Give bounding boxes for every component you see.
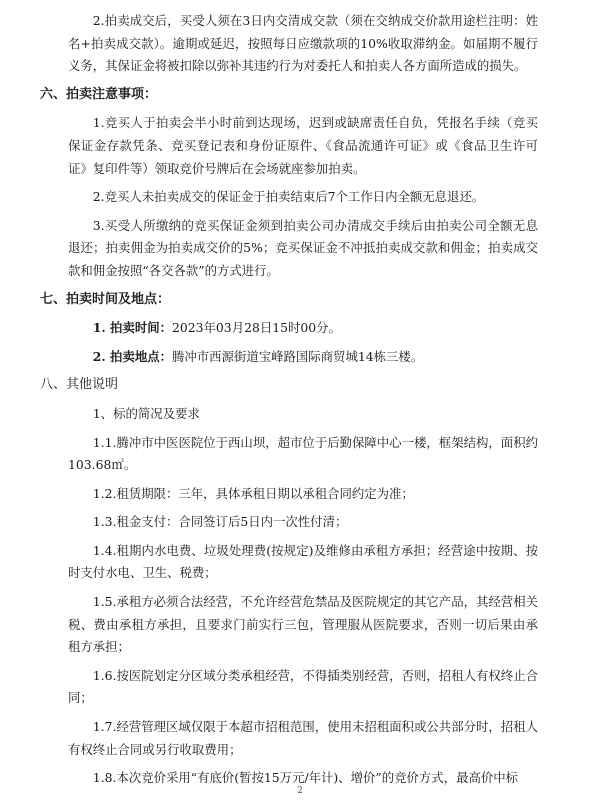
- paragraph-payment-2: 2.拍卖成交后，买受人须在3日内交清成交款（须在交纳成交价款用途栏注明：姓名+拍卖成交款）。逾期或延迟，按照每日应缴款项的10%收取滞纳金。如届期不履行义务，其保证金将被扣除以弥补其违约行为对委托人和拍卖人各方面所造成的损失。: [68, 13, 538, 74]
- heading-section-eight: 八、其他说明: [40, 377, 119, 393]
- page-number: 2: [297, 786, 303, 796]
- paragraph-auction-time: [0, 317, 600, 340]
- paragraph-eight-1-1: 1.1.腾冲市中医医院位于西山坝，超市位于后勤保障中心一楼，框架结构，面积约103.68㎡。: [68, 434, 538, 473]
- auction-place-label: 2. 拍卖地点：: [92, 348, 172, 364]
- paragraph-six-3: 3.买受人所缴纳的竞买保证金须到拍卖公司办清成交手续后由拍卖公司全额无息退还；拍卖佣金为拍卖成交价的5%；竞买保证金不冲抵拍卖成交款和佣金；拍卖成交款和佣金按照“各交各款”的方式进行。: [68, 217, 538, 278]
- auction-time-label: 1. 拍卖时间：: [92, 320, 172, 336]
- paragraph-eight-1-2: 1.2.租赁期限：三年，具体承租日期以承租合同约定为准；: [92, 485, 414, 501]
- paragraph-eight-1-8: 1.8.本次竞价采用“有底价(暂按15万元/年计)、增价”的竞价方式，最高价中标: [92, 770, 519, 786]
- paragraph-eight-1-5: 1.5.承租方必须合法经营，不允许经营危禁品及医院规定的其它产品，其经营相关税、费由承租方承担，且要求门前实行三包，管理服从医院要求，否则一切后果由承租方承担；: [68, 594, 538, 655]
- paragraph-auction-place: [0, 346, 600, 369]
- paragraph-eight-1-3: 1.3.租金支付：合同签订后5日内一次性付清；: [92, 514, 348, 530]
- paragraph-eight-1-4: 1.4.租期内水电费、垃圾处理费(按规定)及维修由承租方承担；经营途中按期、按时支付水电、卫生、税费；: [68, 542, 538, 581]
- heading-section-seven: 七、拍卖时间及地点：: [40, 291, 171, 307]
- heading-section-six: 六、拍卖注意事项：: [40, 86, 158, 102]
- paragraph-six-2: 2.竞买人未拍卖成交的保证金于拍卖结束后7个工作日内全额无息退还。: [92, 189, 485, 205]
- auction-place-value: 腾冲市西源街道宝峰路国际商贸城14栋三楼。: [172, 348, 424, 364]
- paragraph-eight-1-6: 1.6.按医院划定分区域分类承租经营，不得插类别经营，否则，招租人有权终止合同；: [68, 667, 538, 706]
- paragraph-six-1: 1.竞买人于拍卖会半小时前到达现场，迟到或缺席责任自负，凭报名手续（竞买保证金存款凭条、竞买登记表和身份证原件、《食品流通许可证》或《食品卫生许可证》复印件等）领取竞价号牌后在会场就座参加拍卖。: [68, 115, 538, 176]
- paragraph-eight-1-7: 1.7.经营管理区域仅限于本超市招租范围，使用未招租面积或公共部分时，招租人有权终止合同或另行收取费用；: [68, 719, 538, 757]
- paragraph-eight-1: 1、标的简况及要求: [92, 405, 200, 421]
- auction-time-value: 2023年03月28日15时00分。: [172, 320, 341, 336]
